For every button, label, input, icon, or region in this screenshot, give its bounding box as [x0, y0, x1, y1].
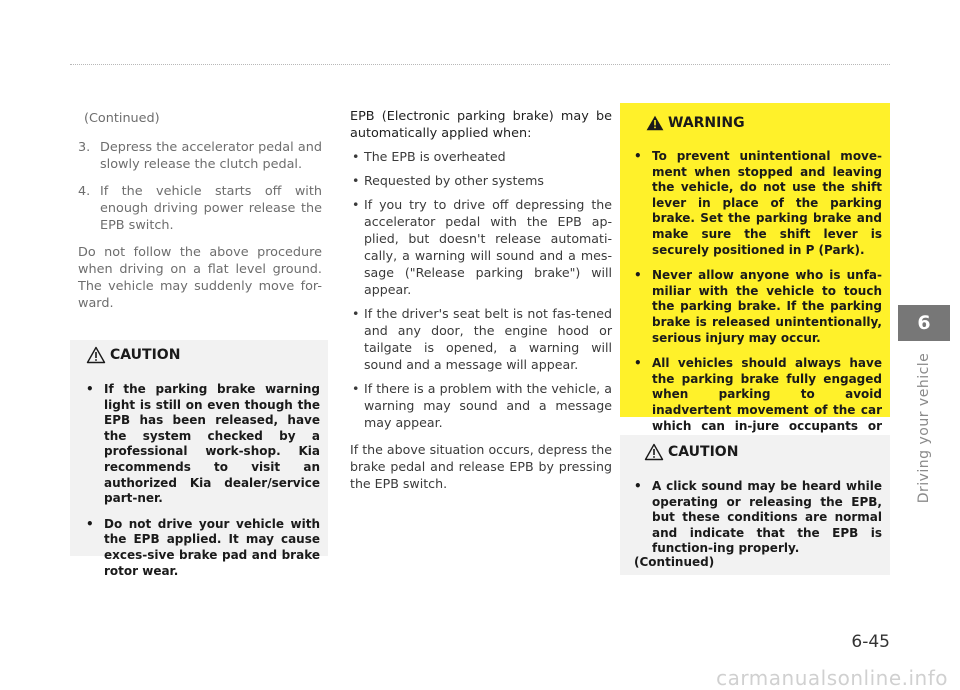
- chapter-label: Driving your vehicle: [916, 352, 932, 504]
- step-number: 3.: [78, 140, 91, 155]
- caution-item: • A click sound may be heard while operating or releasing the EPB, but these conditions are normal and indicate that the EPB is function-ing properly.: [634, 479, 882, 556]
- step-text: Depress the accelerator pedal and slowly release the clutch pedal.: [100, 140, 322, 172]
- page-number: 6-45: [851, 632, 890, 652]
- warning-triangle-outline-icon: [644, 443, 664, 461]
- condition-list: [350, 148, 612, 431]
- chapter-tab[interactable]: 6: [898, 305, 950, 341]
- condition-item: • If you try to drive off depressing the accelerator pedal with the EPB ap-plied, but doesn't release automati-cally, a warning will sound and a mes-sage ("Release parking brake") will appear.: [352, 197, 612, 297]
- step-item: [78, 139, 322, 173]
- caution-title: CAUTION: [110, 347, 181, 363]
- condition-item: • If there is a problem with the vehicle, a warning may sound and a message may appear.: [352, 381, 612, 430]
- epb-outro: If the above situation occurs, depress the brake pedal and release EPB by pressing the EPB switch.: [350, 442, 612, 491]
- warning-list: [634, 149, 882, 460]
- watermark: carmanualsonline.info: [716, 666, 948, 690]
- caution-box: [620, 435, 890, 575]
- left-column: [78, 110, 322, 312]
- step-text: If the vehicle starts off with enough driving power release the EPB switch.: [100, 184, 322, 233]
- condition-item: • If the driver's seat belt is not fas-tened and any door, the engine hood or tailgate is opened, a warning will sound and a message will appear.: [352, 306, 612, 372]
- caution-title: CAUTION: [668, 444, 739, 460]
- continued-label: (Continued): [84, 111, 160, 126]
- caution-list: [86, 382, 320, 589]
- step-number: 4.: [78, 184, 91, 199]
- warning-triangle-outline-icon: [86, 346, 106, 364]
- caution-header: [644, 443, 738, 461]
- continued-label: (Continued): [634, 555, 715, 569]
- top-divider: [70, 64, 890, 65]
- warning-box: [620, 103, 890, 433]
- condition-item: • The EPB is overheated: [352, 149, 506, 164]
- caution-list: [634, 479, 882, 561]
- caution-item: • Do not drive your vehicle with the EPB applied. It may cause exces-sive brake pad and brake rotor wear.: [86, 516, 320, 578]
- caution-header: [86, 346, 180, 364]
- condition-item: • Requested by other systems: [352, 173, 544, 188]
- caution-item: • If the parking brake warning light is still on even though the EPB has been released, have the system checked by a professional work-shop. Kia recommends to visit an authorized Kia dealer/service part-ner.: [86, 382, 320, 506]
- warning-item: • All vehicles should always have the parking brake fully engaged when parking to avoid inadvertent movement of the car which can in-jure occupants or: [634, 356, 882, 433]
- caution-box: [70, 340, 328, 578]
- epb-intro: EPB (Electronic parking brake) may be automatically applied when:: [350, 109, 612, 141]
- warning-header: [646, 115, 745, 131]
- step-item: [78, 183, 322, 234]
- warning-triangle-filled-icon: [646, 115, 664, 131]
- note-paragraph: Do not follow the above procedure when driving on a flat level ground. The vehicle may suddenly move for-ward.: [78, 245, 322, 311]
- warning-item: • To prevent unintentional move-ment when stopped and leaving the vehicle, do not use the shift lever in place of the parking brake. Set the parking brake and make sure the shift lever is securely positioned in P (Park).: [634, 149, 882, 257]
- warning-title: WARNING: [668, 115, 745, 131]
- middle-column: [350, 108, 612, 505]
- warning-item: • Never allow anyone who is unfa-miliar with the vehicle to touch the parking brake. If the parking brake is released unintentionally, serious injury may occur.: [634, 268, 882, 345]
